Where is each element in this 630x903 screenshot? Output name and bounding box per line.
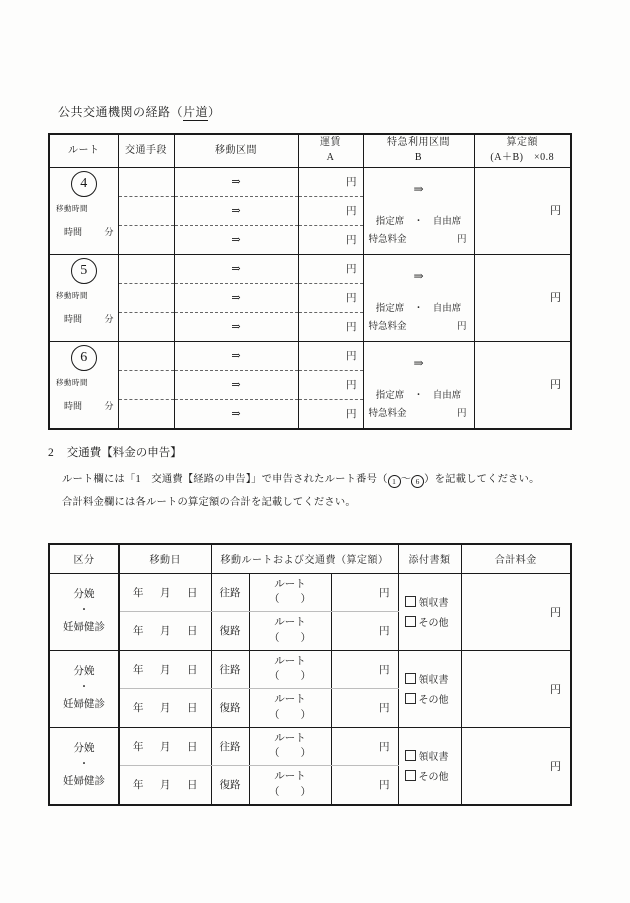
receipt-checkbox-icon: [405, 750, 416, 761]
other-checkbox-icon: [405, 616, 416, 627]
header-date: 移動日: [119, 544, 211, 573]
yen-label: 円: [550, 760, 562, 773]
fare-table: [48, 543, 572, 806]
route-table-header-row: [49, 134, 571, 167]
route-row-6: [49, 341, 571, 429]
header-route-fare: 移動ルートおよび交通費（算定額）: [211, 544, 398, 573]
category-cell: 分娩 ・ 妊婦健診: [49, 650, 119, 727]
title-oneway-underlined: 片道: [183, 105, 209, 119]
total-fare-cell: [461, 573, 571, 650]
express-fare-label: 特急料金: [368, 235, 407, 246]
fare-table-header-row: [49, 544, 571, 573]
route-ref-cell: ルート （ ）: [249, 573, 331, 612]
yen-label: 円: [550, 606, 562, 619]
title-text: 公共交通機関の経路: [58, 105, 171, 119]
receipt-checkbox-icon: [405, 673, 416, 684]
title-paren-open: （: [170, 105, 184, 119]
route-ref-cell: ルート （ ）: [249, 650, 331, 689]
travel-date-cell: 年 月 日: [119, 573, 211, 612]
transport-cell: [118, 167, 174, 254]
transport-cell: [118, 254, 174, 341]
yen-label: 円: [299, 284, 363, 313]
section2-heading: [48, 444, 182, 460]
calc-cell: [474, 167, 571, 254]
title-paren-close: ）: [208, 105, 221, 119]
travel-time-label: 移動時間: [56, 204, 88, 213]
yen-label: 円: [456, 322, 467, 333]
direction-return-label: 復路: [211, 689, 249, 728]
express-cell: [363, 341, 474, 429]
section2-note2: 合計料金欄には各ルートの算定額の合計を記載してください。: [62, 497, 356, 508]
page-title: [58, 103, 221, 120]
circled-digit-1-icon: 1: [388, 475, 401, 488]
yen-label: 円: [346, 235, 357, 246]
fare-cell: [298, 341, 363, 429]
route-number-badge: 6: [71, 345, 97, 371]
circled-digit-6-icon: 6: [411, 475, 424, 488]
total-fare-cell: [461, 727, 571, 805]
section2-title: 交通費【料金の申告】: [66, 447, 182, 459]
header-transport: 交通手段: [118, 134, 174, 167]
route-ref-cell: ルート （ ）: [249, 727, 331, 766]
yen-label: 円: [346, 409, 357, 420]
receipt-label: 領収書: [418, 598, 449, 609]
travel-date-cell: 年 月 日: [119, 650, 211, 689]
header-calc: 算定額 (A＋B) ×0.8: [474, 134, 571, 167]
yen-label: 円: [299, 197, 363, 226]
direction-outbound-label: 往路: [211, 573, 249, 612]
receipt-checkbox-icon: [405, 596, 416, 607]
express-cell: [363, 254, 474, 341]
header-category: 区分: [49, 544, 119, 573]
arrow-icon: ⇒: [413, 356, 424, 371]
other-label: その他: [418, 772, 449, 783]
yen-label: 円: [550, 291, 561, 304]
attachments-cell: [398, 727, 461, 805]
direction-return-label: 復路: [211, 612, 249, 651]
header-segment: 移動区間: [174, 134, 298, 167]
yen-label: 円: [346, 322, 357, 333]
other-label: その他: [418, 618, 449, 629]
yen-label: 円: [299, 342, 363, 371]
segment-cell: [174, 167, 298, 254]
total-fare-cell: [461, 650, 571, 727]
amount-cell: 円: [331, 766, 398, 805]
amount-cell: 円: [331, 573, 398, 612]
route-ref-cell: ルート （ ）: [249, 766, 331, 805]
seat-options: 指定席 ・ 自由席: [375, 391, 462, 402]
route-table: [48, 133, 572, 430]
calc-cell: [474, 254, 571, 341]
route-row-4: [49, 167, 571, 254]
route-number-cell: [49, 254, 118, 341]
hours-label: 時間: [64, 227, 83, 237]
fare-group3-outbound-row: [49, 727, 571, 766]
category-cell: 分娩 ・ 妊婦健診: [49, 727, 119, 805]
transport-cell: [118, 341, 174, 429]
arrow-icon: ⇒: [231, 321, 241, 333]
hours-label: 時間: [64, 401, 83, 411]
travel-date-cell: 年 月 日: [119, 689, 211, 728]
amount-cell: 円: [331, 612, 398, 651]
express-fare-label: 特急料金: [368, 409, 407, 420]
route-ref-cell: ルート （ ）: [249, 689, 331, 728]
route-number-badge: 4: [71, 171, 97, 197]
express-fare-label: 特急料金: [368, 322, 407, 333]
header-total: 合計料金: [461, 544, 571, 573]
express-cell: [363, 167, 474, 254]
arrow-icon: ⇒: [231, 408, 241, 420]
header-fare: 運賃 A: [298, 134, 363, 167]
hours-label: 時間: [64, 314, 83, 324]
yen-label: 円: [550, 683, 562, 696]
category-cell: 分娩 ・ 妊婦健診: [49, 573, 119, 650]
yen-label: 円: [299, 168, 363, 197]
travel-date-cell: 年 月 日: [119, 727, 211, 766]
fare-group1-outbound-row: [49, 573, 571, 612]
receipt-label: 領収書: [418, 675, 449, 686]
receipt-label: 領収書: [418, 752, 449, 763]
fare-group2-outbound-row: [49, 650, 571, 689]
calc-cell: [474, 341, 571, 429]
route-row-5: [49, 254, 571, 341]
header-express: 特急利用区間 B: [363, 134, 474, 167]
yen-label: 円: [456, 235, 467, 246]
minutes-label: 分: [104, 314, 114, 324]
segment-cell: [174, 254, 298, 341]
fare-cell: [298, 254, 363, 341]
route-number-badge: 5: [71, 258, 97, 284]
other-checkbox-icon: [405, 693, 416, 704]
header-attachments: 添付書類: [398, 544, 461, 573]
yen-label: 円: [299, 371, 363, 400]
arrow-icon: ⇒: [175, 197, 298, 226]
arrow-icon: ⇒: [413, 182, 424, 197]
direction-outbound-label: 往路: [211, 727, 249, 766]
arrow-icon: ⇒: [175, 255, 298, 284]
seat-options: 指定席 ・ 自由席: [375, 217, 462, 228]
direction-return-label: 復路: [211, 766, 249, 805]
arrow-icon: ⇒: [175, 371, 298, 400]
travel-date-cell: 年 月 日: [119, 612, 211, 651]
yen-label: 円: [456, 409, 467, 420]
travel-time-label: 移動時間: [56, 378, 88, 387]
attachments-cell: [398, 573, 461, 650]
amount-cell: 円: [331, 650, 398, 689]
yen-label: 円: [550, 204, 561, 217]
other-label: その他: [418, 695, 449, 706]
travel-time-label: 移動時間: [56, 291, 88, 300]
seat-options: 指定席 ・ 自由席: [375, 304, 462, 315]
yen-label: 円: [550, 378, 561, 391]
arrow-icon: ⇒: [413, 269, 424, 284]
arrow-icon: ⇒: [175, 168, 298, 197]
minutes-label: 分: [104, 227, 114, 237]
amount-cell: 円: [331, 689, 398, 728]
travel-date-cell: 年 月 日: [119, 766, 211, 805]
route-number-cell: [49, 167, 118, 254]
direction-outbound-label: 往路: [211, 650, 249, 689]
fare-cell: [298, 167, 363, 254]
amount-cell: 円: [331, 727, 398, 766]
segment-cell: [174, 341, 298, 429]
route-number-cell: [49, 341, 118, 429]
header-route: ルート: [49, 134, 118, 167]
attachments-cell: [398, 650, 461, 727]
section2-note1: ルート欄には「1 交通費【経路の申告】」で申告されたルート番号（ 1 ～ 6 ）を記載してください。: [62, 470, 540, 488]
arrow-icon: ⇒: [231, 234, 241, 246]
section2-number: 2: [48, 447, 54, 459]
arrow-icon: ⇒: [175, 342, 298, 371]
minutes-label: 分: [104, 401, 114, 411]
route-ref-cell: ルート （ ）: [249, 612, 331, 651]
yen-label: 円: [299, 255, 363, 284]
other-checkbox-icon: [405, 770, 416, 781]
arrow-icon: ⇒: [175, 284, 298, 313]
